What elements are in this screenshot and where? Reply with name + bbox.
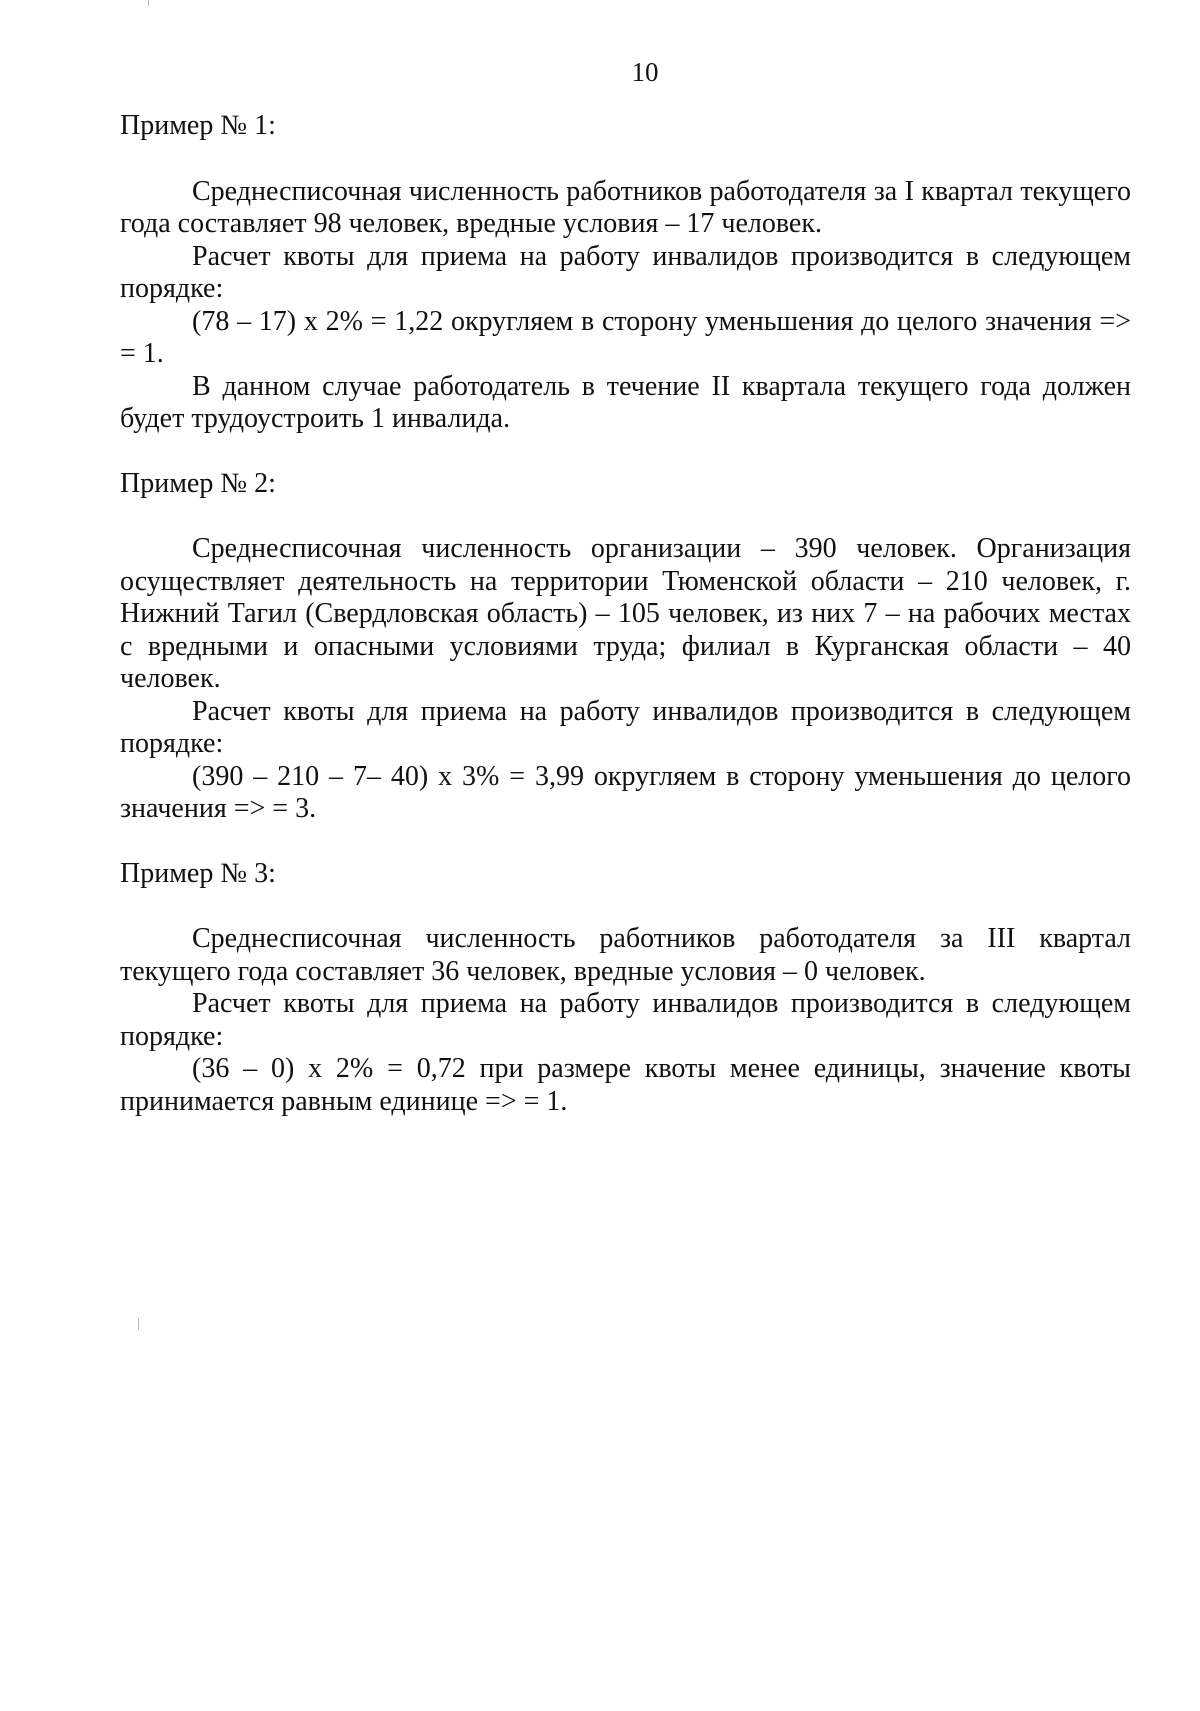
- scan-mark-left: [138, 1318, 139, 1330]
- example-3-formula: (36 – 0) х 2% = 0,72 при размере квоты менее единицы, значение квоты принимается равным единице => = 1.: [120, 1053, 1131, 1117]
- example-2-heading: Пример № 2:: [120, 467, 276, 499]
- example-2-paragraph-1: Среднесписочная численность организации – 390 человек. Организация осуществляет деятельность на территории Тюменской области – 210 человек, г. Нижний Тагил (Свердловская область) – 105 человек, из них 7 – на рабочих местах с вредными и опасными условиями труда; филиал в Курганская области – 40 человек.: [120, 533, 1131, 694]
- example-1-paragraph-4: В данном случае работодатель в течение II квартала текущего года должен будет трудоустроить 1 инвалида.: [120, 370, 1131, 434]
- example-2-formula: (390 – 210 – 7– 40) х 3% = 3,99 округляем в сторону уменьшения до целого значения => = 3.: [120, 760, 1131, 824]
- example-3-paragraph-1: Среднесписочная численность работников работодателя за III квартал текущего года составляет 36 человек, вредные условия – 0 человек.: [120, 923, 1131, 987]
- scan-mark-top: [148, 0, 149, 6]
- example-1-paragraph-2: Расчет квоты для приема на работу инвалидов производится в следующем порядке:: [120, 240, 1131, 304]
- example-2: [120, 468, 1131, 826]
- example-1-heading: Пример № 1:: [120, 110, 276, 141]
- example-3-heading: Пример № 3:: [120, 857, 276, 889]
- example-1-formula: (78 – 17) х 2% = 1,22 округляем в сторону уменьшения до целого значения => = 1.: [120, 305, 1131, 369]
- example-3: [120, 858, 1131, 1119]
- example-1: [120, 110, 1131, 436]
- example-2-paragraph-2: Расчет квоты для приема на работу инвалидов производится в следующем порядке:: [120, 695, 1131, 759]
- document-body: [120, 110, 1131, 1118]
- example-3-paragraph-2: Расчет квоты для приема на работу инвалидов производится в следующем порядке:: [120, 988, 1131, 1052]
- page-number: 10: [631, 57, 659, 87]
- example-1-paragraph-1: Среднесписочная численность работников работодателя за I квартал текущего года составляет 98 человек, вредные условия – 17 человек.: [120, 175, 1131, 239]
